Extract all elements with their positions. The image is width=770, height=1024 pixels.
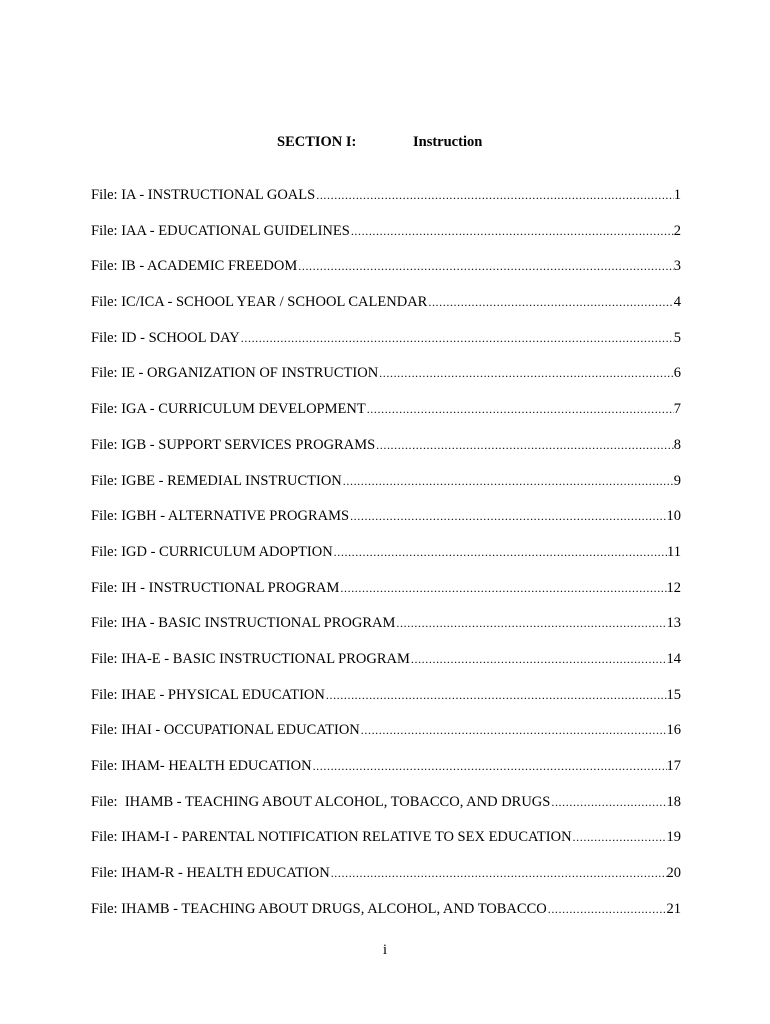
toc-entry-label: File: IHAM-R - HEALTH EDUCATION <box>91 865 330 882</box>
section-title: Instruction <box>413 134 483 150</box>
toc-entry-label: File: IE - ORGANIZATION OF INSTRUCTION <box>91 365 379 382</box>
toc-entry-page: 9 <box>673 472 681 489</box>
toc-entry-page: 10 <box>666 508 681 525</box>
dot-leader <box>395 613 666 633</box>
toc-entry-page: 4 <box>673 294 681 311</box>
toc-entry-label: File: IHAE - PHYSICAL EDUCATION <box>91 686 325 703</box>
toc-entry-page: 14 <box>666 650 681 667</box>
toc-entry-page: 8 <box>673 436 681 453</box>
toc-entry-label: File: ID - SCHOOL DAY <box>91 329 240 346</box>
toc-entry-label: File: IGA - CURRICULUM DEVELOPMENT <box>91 401 366 418</box>
toc-entry-page: 20 <box>666 865 681 882</box>
toc-entry[interactable] <box>91 292 681 328</box>
toc-entry[interactable] <box>91 720 681 756</box>
dot-leader <box>410 649 667 669</box>
dot-leader <box>333 542 667 562</box>
toc-entry[interactable] <box>91 756 681 792</box>
toc-entry[interactable] <box>91 185 681 221</box>
toc-entry-label: File: IHAM- HEALTH EDUCATION <box>91 758 312 774</box>
toc-entry-page: 5 <box>673 329 681 346</box>
dot-leader <box>360 720 667 740</box>
toc-entry[interactable] <box>91 506 681 542</box>
dot-leader <box>378 363 674 383</box>
dot-leader <box>550 792 666 812</box>
toc-entry-label: File: IGB - SUPPORT SERVICES PROGRAMS <box>91 436 376 453</box>
dot-leader <box>366 399 674 419</box>
toc-entry-page: 2 <box>673 222 681 239</box>
toc-entry-label: File: IGBH - ALTERNATIVE PROGRAMS <box>91 508 350 525</box>
toc-entry[interactable] <box>91 792 681 828</box>
toc-entry-label: File: IH - INSTRUCTIONAL PROGRAM <box>91 579 340 596</box>
toc-entry-page: 6 <box>673 365 681 382</box>
toc-entry-label: File: IB - ACADEMIC FREEDOM <box>91 258 298 275</box>
toc-entry-page: 7 <box>673 401 681 418</box>
dot-leader <box>349 506 666 526</box>
dot-leader <box>547 899 667 919</box>
dot-leader <box>427 292 673 312</box>
dot-leader <box>572 827 667 847</box>
dot-leader <box>240 328 674 348</box>
section-number: SECTION I: <box>277 134 357 150</box>
table-of-contents <box>91 185 681 934</box>
toc-entry[interactable] <box>91 578 681 614</box>
page-number: i <box>382 942 388 958</box>
toc-entry[interactable] <box>91 328 681 364</box>
toc-entry-page: 21 <box>666 900 681 917</box>
toc-entry[interactable] <box>91 256 681 292</box>
toc-entry-label: File: IC/ICA - SCHOOL YEAR / SCHOOL CALENDAR <box>91 294 428 311</box>
toc-entry-page: 19 <box>666 829 681 846</box>
toc-entry[interactable] <box>91 435 681 471</box>
toc-entry-label: File: IGBE - REMEDIAL INSTRUCTION <box>91 472 342 489</box>
toc-entry-label: File: IHA-E - BASIC INSTRUCTIONAL PROGRAM <box>91 650 410 667</box>
toc-entry-page: 16 <box>666 722 681 739</box>
toc-entry-page: 18 <box>666 793 681 810</box>
toc-entry-label: File: IHAMB - TEACHING ABOUT DRUGS, ALCOHOL, AND TOBACCO <box>91 900 547 917</box>
toc-entry-label: File: IHA - BASIC INSTRUCTIONAL PROGRAM <box>91 615 396 632</box>
dot-leader <box>312 756 667 776</box>
dot-leader <box>375 435 674 455</box>
toc-entry[interactable] <box>91 399 681 435</box>
toc-entry[interactable] <box>91 221 681 257</box>
toc-entry-page: 15 <box>666 686 681 703</box>
toc-entry[interactable] <box>91 471 681 507</box>
section-heading <box>0 134 770 154</box>
toc-entry-page: 17 <box>666 758 681 774</box>
toc-entry[interactable] <box>91 613 681 649</box>
toc-entry-page: 1 <box>673 187 681 203</box>
toc-entry[interactable] <box>91 685 681 721</box>
toc-entry-page: 11 <box>667 543 681 560</box>
dot-leader <box>330 863 667 883</box>
dot-leader <box>339 578 666 598</box>
dot-leader <box>325 685 667 705</box>
toc-entry-label: File: IAA - EDUCATIONAL GUIDELINES <box>91 222 350 239</box>
toc-entry-page: 3 <box>673 258 681 275</box>
toc-entry[interactable] <box>91 542 681 578</box>
toc-entry-label: File: IHAI - OCCUPATIONAL EDUCATION <box>91 722 360 739</box>
dot-leader <box>315 185 674 205</box>
dot-leader <box>297 256 674 276</box>
toc-entry[interactable] <box>91 827 681 863</box>
toc-entry-label: File: IHAM-I - PARENTAL NOTIFICATION RELATIVE TO SEX EDUCATION <box>91 829 572 846</box>
toc-entry-label: File: IA - INSTRUCTIONAL GOALS <box>91 187 316 203</box>
toc-entry[interactable] <box>91 363 681 399</box>
toc-entry[interactable] <box>91 899 681 935</box>
toc-entry-label: File: IGD - CURRICULUM ADOPTION <box>91 543 333 560</box>
toc-entry-label: File: IHAMB - TEACHING ABOUT ALCOHOL, TOBACCO, AND DRUGS <box>91 793 551 810</box>
dot-leader <box>350 221 674 241</box>
toc-entry[interactable] <box>91 863 681 899</box>
toc-entry-page: 12 <box>666 579 681 596</box>
toc-entry-page: 13 <box>666 615 681 632</box>
toc-entry[interactable] <box>91 649 681 685</box>
dot-leader <box>342 471 674 491</box>
